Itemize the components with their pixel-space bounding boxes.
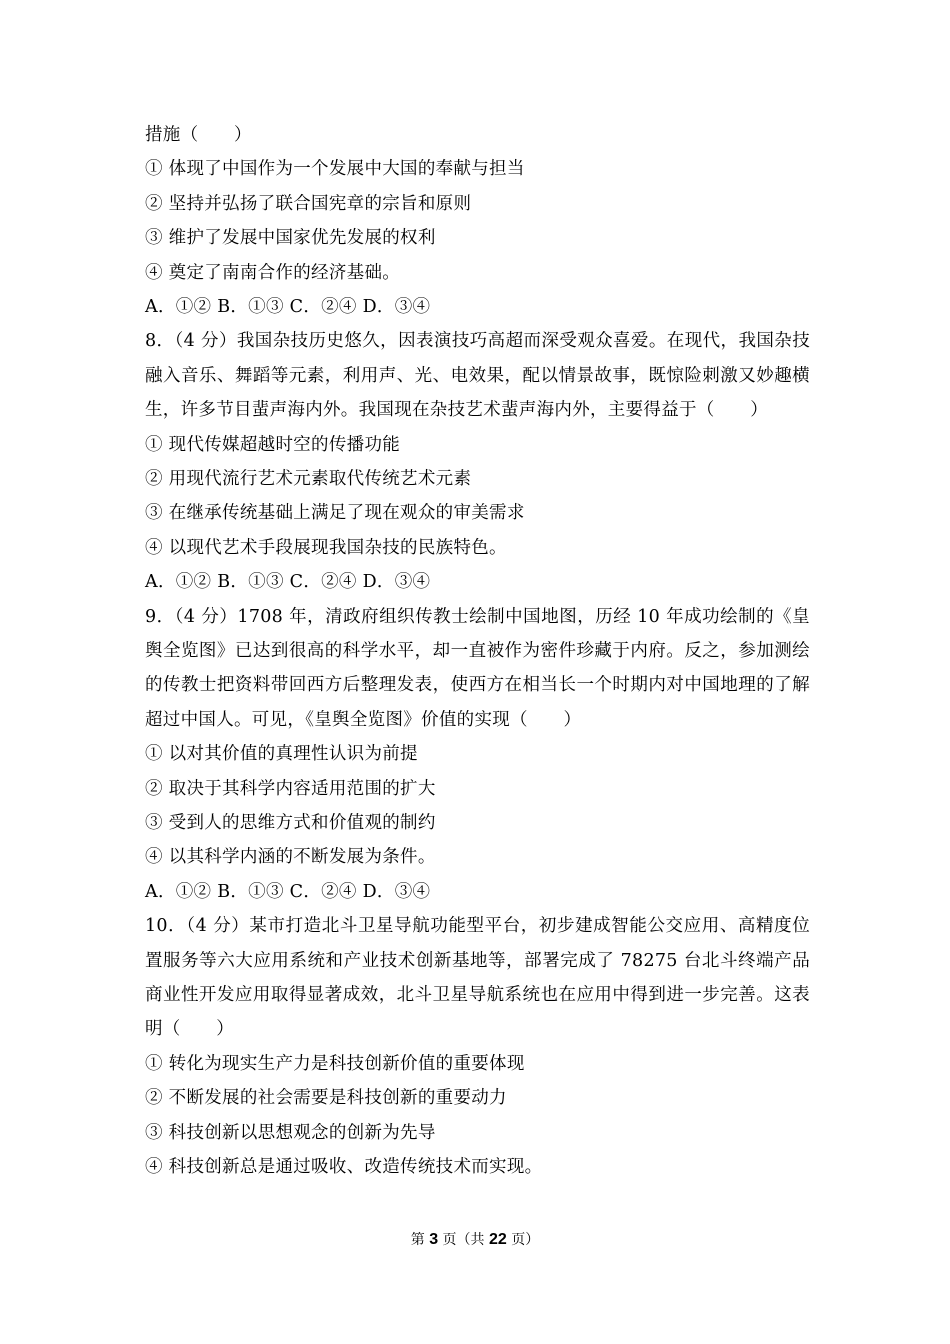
- q10-option-2: ② 不断发展的社会需要是科技创新的重要动力: [145, 1088, 507, 1109]
- q9-option-1: ① 以对其价值的真理性认识为前提: [145, 744, 418, 765]
- footer-prefix: 第: [410, 1232, 430, 1248]
- q7-choices: A．①② B．①③ C．②④ D．③④: [145, 296, 431, 317]
- q9-stem: 9．（4 分）1708 年，清政府组织传教士绘制中国地图，历经 10 年成功绘制的《皇舆全览图》已达到很高的科学水平，却一直被作为密件珍藏于内府。反之，参加测绘的传教士把资料带回西方后整理发表，使西方在相当长一个时期内对中国地理的了解超过中国人。可见，《皇舆全览图》价值的实现（ ）: [145, 606, 810, 730]
- q7-option-1: ① 体现了中国作为一个发展中大国的奉献与担当: [145, 159, 525, 180]
- q9-option-2: ② 取决于其科学内容适用范围的扩大: [145, 778, 436, 799]
- q9-choices: A．①② B．①③ C．②④ D．③④: [145, 881, 431, 902]
- q10-stem: 10．（4 分）某市打造北斗卫星导航功能型平台，初步建成智能公交应用、高精度位置服务等六大应用系统和产业技术创新基地等，部署完成了 78275 台北斗终端产品商业性开发应用取得显著成效，北斗卫星导航系统也在应用中得到进一步完善。这表明（ ）: [145, 916, 810, 1040]
- q7-option-3: ③ 维护了发展中国家优先发展的权利: [145, 228, 436, 249]
- page-footer: [0, 1230, 950, 1250]
- footer-total-pages: 22: [489, 1231, 507, 1248]
- q7-option-2: ② 坚持并弘扬了联合国宪章的宗旨和原则: [145, 193, 472, 214]
- q9-option-3: ③ 受到人的思维方式和价值观的制约: [145, 812, 436, 833]
- q10-option-4: ④ 科技创新总是通过吸收、改造传统技术而实现。: [145, 1156, 543, 1177]
- footer-suffix: 页）: [506, 1232, 540, 1248]
- q8-option-2: ② 用现代流行艺术元素取代传统艺术元素: [145, 468, 472, 489]
- footer-middle: 页（共: [438, 1232, 489, 1248]
- page-content: [145, 118, 810, 1184]
- q8-option-1: ① 现代传媒超越时空的传播功能: [145, 434, 401, 455]
- q8-option-4: ④ 以现代艺术手段展现我国杂技的民族特色。: [145, 537, 507, 558]
- q7-stem-tail: 措施（ ）: [145, 125, 252, 145]
- q8-stem: 8．（4 分）我国杂技历史悠久，因表演技巧高超而深受观众喜爱。在现代，我国杂技融入音乐、舞蹈等元素，利用声、光、电效果，配以情景故事，既惊险刺激又妙趣横生，许多节目蜚声海内外。我国现在杂技艺术蜚声海内外，主要得益于（ ）: [145, 331, 810, 421]
- q8-option-3: ③ 在继承传统基础上满足了现在观众的审美需求: [145, 503, 525, 524]
- q7-option-4: ④ 奠定了南南合作的经济基础。: [145, 262, 401, 283]
- q10-option-1: ① 转化为现实生产力是科技创新价值的重要体现: [145, 1053, 525, 1074]
- q10-option-3: ③ 科技创新以思想观念的创新为先导: [145, 1122, 436, 1143]
- q8-choices: A．①② B．①③ C．②④ D．③④: [145, 572, 431, 593]
- q9-option-4: ④ 以其科学内涵的不断发展为条件。: [145, 847, 436, 868]
- footer-page-number: 3: [429, 1231, 439, 1248]
